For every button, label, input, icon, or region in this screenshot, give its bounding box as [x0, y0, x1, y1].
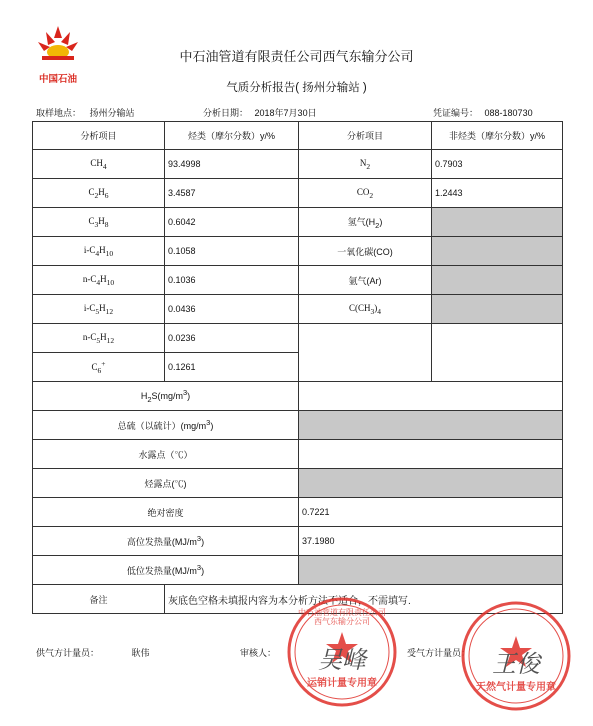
metering-seal-stamp [460, 600, 572, 712]
table-row [33, 266, 563, 295]
date-field [203, 106, 317, 119]
component-n2: $N_2$ [299, 150, 432, 179]
table-row [33, 411, 563, 440]
prop-lhv-value [299, 556, 563, 585]
value-nc4h10: 0.1036 [165, 266, 299, 295]
component-c3h8: $C_3H_8$ [33, 208, 165, 237]
component-neopentane: $C(CH_3)_4$ [299, 295, 432, 324]
prop-total-sulfur-label: 总硫（以硫计）$(mg/m^3)$ [33, 411, 299, 440]
signature-1: 吴峰 [318, 646, 366, 674]
table-row [33, 179, 563, 208]
component-nc5h12: $n-C_5H_{12}$ [33, 324, 165, 353]
value-n2: 0.7903 [432, 150, 563, 179]
value-c6plus: 0.1261 [165, 353, 299, 382]
report-title: 气质分析报告( 扬州分输站 ) [226, 82, 367, 94]
company-name: 中石油管道有限责任公司西气东输分公司 [179, 49, 414, 64]
value-h2 [432, 208, 563, 237]
prop-total-sulfur-value [299, 411, 563, 440]
component-ch4: $CH_4$ [33, 150, 165, 179]
date-label: 分析日期： [203, 108, 249, 118]
prop-hc-dew-label: 烃露点(℃) [33, 469, 299, 498]
signature-2: 王俊 [492, 650, 540, 678]
prop-lhv-label: 低位发热量$(MJ/m^3)$ [33, 556, 299, 585]
component-co2: $CO_2$ [299, 179, 432, 208]
table-row [33, 237, 563, 266]
prop-density-value: 0.7221 [299, 498, 563, 527]
value-ar [432, 266, 563, 295]
component-c6plus: $C_6^+$ [33, 353, 165, 382]
component-ic4h10: $i-C_4H_{10}$ [33, 237, 165, 266]
prop-h2s-label: $H_2S(mg/m^3)$ [33, 382, 299, 411]
value-ch4: 93.4998 [165, 150, 299, 179]
header-item-right: 分析项目 [299, 122, 432, 150]
value-ic5h12: 0.0436 [165, 295, 299, 324]
component-h2: 氢气$(H_2)$ [299, 208, 432, 237]
table-row [33, 324, 563, 353]
header-item-left: 分析项目 [33, 122, 165, 150]
component-co: 一氧化碳(CO) [299, 237, 432, 266]
table-row [33, 295, 563, 324]
table-row [33, 469, 563, 498]
component-ic5h12: $i-C_5H_{12}$ [33, 295, 165, 324]
empty-cell [432, 324, 563, 382]
logo-text: 中国石油 [38, 74, 77, 85]
prop-hhv-value: 37.1980 [299, 527, 563, 556]
value-neopentane [432, 295, 563, 324]
prop-hc-dew-value [299, 469, 563, 498]
supplier-metering-field [36, 646, 150, 659]
header-hydrocarbon: 烃类（摩尔分数）y/% [165, 122, 299, 150]
receiver-metering-label: 受气方计量员： [407, 648, 471, 658]
table-row [33, 527, 563, 556]
prop-density-label: 绝对密度 [33, 498, 299, 527]
table-row [33, 498, 563, 527]
location-field [36, 106, 135, 119]
analysis-table [32, 121, 563, 614]
supplier-metering-label: 供气方计量员： [36, 648, 100, 658]
value-co [432, 237, 563, 266]
value-c3h8: 0.6042 [165, 208, 299, 237]
cert-value: 088-180730 [484, 108, 533, 118]
location-label: 取样地点： [36, 108, 82, 118]
date-value: 2018年7月30日 [254, 108, 317, 118]
empty-cell [299, 324, 432, 382]
table-header-row [33, 122, 563, 150]
supplier-metering-name: 耿伟 [131, 648, 150, 658]
company-seal-stamp [286, 596, 398, 708]
table-row [33, 382, 563, 411]
value-c2h6: 3.4587 [165, 179, 299, 208]
cert-field [433, 106, 533, 119]
table-row [33, 556, 563, 585]
location-value: 扬州分输站 [89, 108, 135, 118]
table-row [33, 208, 563, 237]
remark-text: 灰底色空格未填报内容为本分析方法不适合，不需填写. [165, 585, 563, 614]
seal-bottom-text: 运销计量专用章 [307, 678, 377, 689]
seal-text: 中石油管道有限责任公司西气东输分公司 [298, 608, 386, 626]
table-row [33, 150, 563, 179]
prop-hhv-label: 高位发热量$(MJ/m^3)$ [33, 527, 299, 556]
cert-label: 凭证编号： [433, 108, 479, 118]
table-row [33, 440, 563, 469]
value-nc5h12: 0.0236 [165, 324, 299, 353]
seal-bottom-text: 天然气计量专用章 [476, 682, 556, 693]
value-ic4h10: 0.1058 [165, 237, 299, 266]
component-nc4h10: $n-C_4H_{10}$ [33, 266, 165, 295]
component-ar: 氩气(Ar) [299, 266, 432, 295]
component-c2h6: $C_2H_6$ [33, 179, 165, 208]
remark-label: 备注 [33, 585, 165, 614]
value-co2: 1.2443 [432, 179, 563, 208]
reviewer-label: 审核人： [240, 648, 277, 658]
prop-h2s-value [299, 382, 563, 411]
prop-water-dew-value [299, 440, 563, 469]
header-non-hydrocarbon: 非烃类（摩尔分数）y/% [432, 122, 563, 150]
prop-water-dew-label: 水露点（℃） [33, 440, 299, 469]
